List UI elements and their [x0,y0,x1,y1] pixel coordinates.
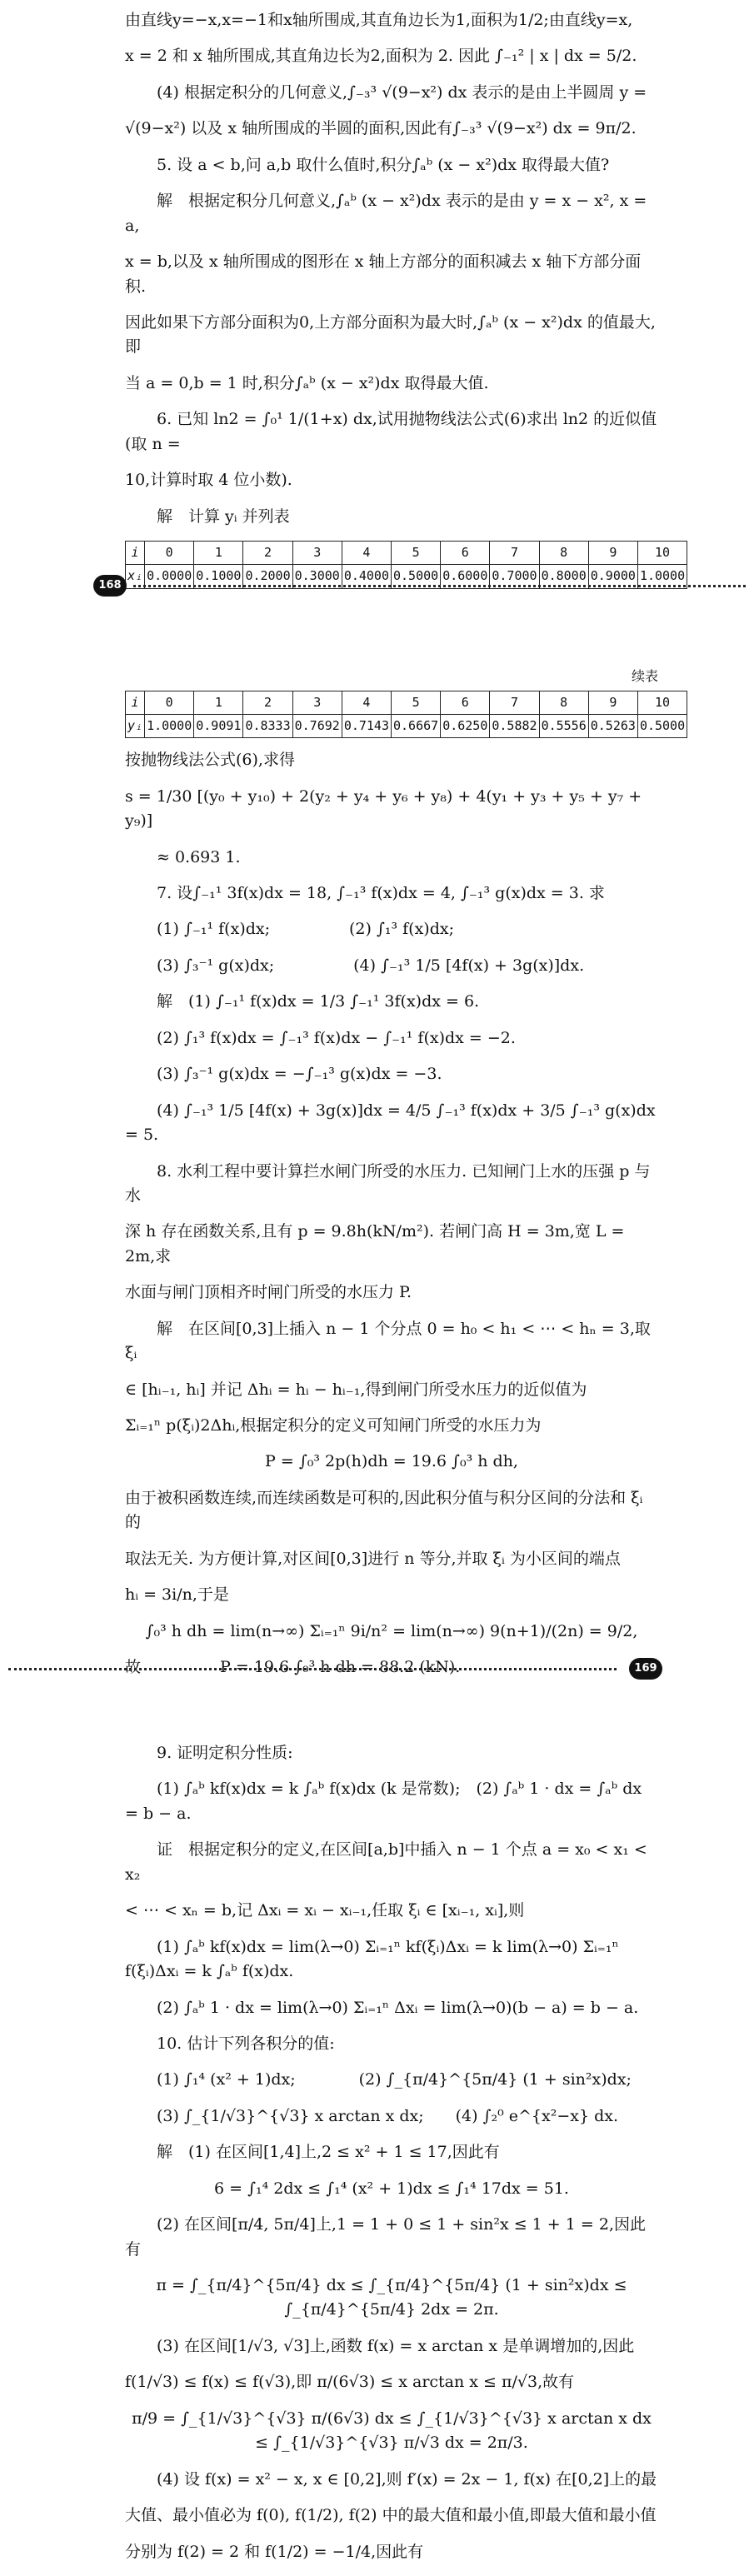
formula-line: ≈ 0.693 1. [157,847,241,866]
table-cell: 0.5263 [588,715,637,738]
solution-8: 解 在区间[0,3]上插入 n − 1 个分点 0 = h₀ < h₁ < ⋯ < hₙ = 3,取 ξᵢ [125,1319,651,1363]
table-cell: 5 [392,691,441,714]
yi-table [125,691,687,739]
table-cell: 0.5556 [539,715,588,738]
table-cell: 1 [194,691,243,714]
formula-line: ∫₀³ h dh = lim(n→∞) Σᵢ₌₁ⁿ 9i/n² = lim(n→∞) 9(n+1)/(2n) = 9/2, [145,1621,638,1640]
table-cell: 0.7143 [342,715,391,738]
table-cell: 2 [243,542,292,565]
text-line: (1) ∫₁⁴ (x² + 1)dx; (2) ∫_{π/4}^{5π/4} (1 + sin²x)dx; [157,2070,632,2089]
text-line: x = 2 和 x 轴所围成,其直角边长为2,面积为 2. 因此 ∫₋₁² | x | dx = 5/2. [125,47,637,66]
page-169-content [125,666,686,1692]
formula-line: π = ∫_{π/4}^{5π/4} dx ≤ ∫_{π/4}^{5π/4} (1 + sin²x)dx ≤ ∫_{π/4}^{5π/4} 2dx = 2π. [156,2276,627,2319]
table-cell: 0.6000 [441,565,490,588]
table-cell: 8 [539,691,588,714]
text-line: f(1/√3) ≤ f(x) ≤ f(√3),即 π/(6√3) ≤ x arctan x ≤ π/√3,故有 [125,2373,575,2392]
table-cell: 0.6250 [441,715,490,738]
formula-line: P = ∫₀³ 2p(h)dh = 19.6 ∫₀³ h dh, [265,1452,518,1471]
table-cell: 6 [441,691,490,714]
table-cell: 0.7000 [490,565,539,588]
table-cell: 3 [292,542,342,565]
page-number-badge: 169 [629,1658,662,1680]
text-line: 深 h 存在函数关系,且有 p = 9.8h(kN/m²). 若闸门高 H = 3m,宽 L = 2m,求 [125,1222,625,1266]
formula-line: 6 = ∫₁⁴ 2dx ≤ ∫₁⁴ (x² + 1)dx ≤ ∫₁⁴ 17dx = 51. [214,2179,569,2198]
table-row [126,542,687,565]
solution-7: 解 (1) ∫₋₁¹ f(x)dx = 1/3 ∫₋₁¹ 3f(x)dx = 6. [157,992,480,1011]
table-cell: i [126,542,145,565]
solution-5: 解 根据定积分几何意义,∫ₐᵇ (x − x²)dx 表示的是由 y = x − x², x = a, [125,192,647,235]
page-footer-168 [0,575,754,600]
table-cell: 6 [441,542,490,565]
table-cell: 0.8000 [539,565,588,588]
text-line: x = b,以及 x 轴所围成的图形在 x 轴上方部分的面积减去 x 轴下方部分面积. [125,252,642,296]
table-cell: 0.4000 [342,565,391,588]
question-5: 5. 设 a < b,问 a,b 取什么值时,积分∫ₐᵇ (x − x²)dx 取得最大值? [157,155,610,174]
text-line: 由直线y=−x,x=−1和x轴所围成,其直角边长为1,面积为1/2;由直线y=x, [125,11,633,29]
table-cell: 0.9091 [194,715,243,738]
question-10: 10. 估计下列各积分的值: [157,2034,335,2053]
page-168-content [125,8,686,589]
table-continued-label: 续表 [631,668,658,684]
table-cell: 0.2000 [243,565,292,588]
table-cell: 4 [342,691,391,714]
text-line: (4) 根据定积分的几何意义,∫₋₃³ √(9−x²) dx 表示的是由上半圆周 y = [157,82,647,102]
table-cell: 0.6667 [392,715,441,738]
formula-line: s = 1/30 [(y₀ + y₁₀) + 2(y₂ + y₄ + y₆ + y₈) + 4(y₁ + y₃ + y₅ + y₇ + y₉)] [125,786,642,831]
table-cell: 0.5000 [392,565,441,588]
solution-6: 解 计算 yᵢ 并列表 [157,507,290,526]
formula-line: π/9 = ∫_{1/√3}^{√3} π/(6√3) dx ≤ ∫_{1/√3}^{√3} x arctan x dx ≤ ∫_{1/√3}^{√3} π/√3 dx = 2π/3. [132,2409,652,2453]
text-line: Σᵢ₌₁ⁿ p(ξᵢ)2Δhᵢ,根据定积分的定义可知闸门所受的水压力为 [125,1416,542,1435]
table-cell: 0.3000 [292,565,342,588]
proof-9: 证 根据定积分的定义,在区间[a,b]中插入 n − 1 个点 a = x₀ < x₁ < x₂ [125,1840,647,1884]
text-line: 按抛物线法公式(6),求得 [125,751,295,770]
text-line: 10,计算时取 4 位小数). [125,471,292,490]
text-line: (3) 在区间[1/√3, √3]上,函数 f(x) = x arctan x 是单调增加的,因此 [157,2336,635,2355]
text-line: (3) ∫_{1/√3}^{√3} x arctan x dx; (4) ∫₂⁰ e^{x²−x} dx. [157,2106,619,2125]
text-line: 大值、最小值必为 f(0), f(1/2), f(2) 中的最大值和最小值,即最大值和最小值 [125,2506,657,2525]
question-6: 6. 已知 ln2 = ∫₀¹ 1/(1+x) dx,试用抛物线法公式(6)求出 ln2 的近似值(取 n = [125,410,657,453]
text-line: (3) ∫₃⁻¹ g(x)dx = −∫₋₁³ g(x)dx = −3. [157,1065,442,1084]
table-cell: 7 [490,691,539,714]
table-cell: 8 [539,542,588,565]
text-line: 取法无关. 为方便计算,对区间[0,3]进行 n 等分,并取 ξᵢ 为小区间的端点 [125,1549,621,1568]
text-line: 当 a = 0,b = 1 时,积分∫ₐᵇ (x − x²)dx 取得最大值. [125,373,489,392]
page-170-content [125,1741,658,2576]
text-line: (1) ∫₋₁¹ f(x)dx; (2) ∫₁³ f(x)dx; [157,920,454,939]
formula-line: 故 P = 19.6 ∫₀³ h dh = 88.2 (kN). [125,1658,461,1677]
table-cell: 0.5000 [637,715,687,738]
text-line: (3) ∫₃⁻¹ g(x)dx; (4) ∫₋₁³ 1/5 [4f(x) + 3g(x)]dx. [157,956,585,975]
formula-line: (1) ∫ₐᵇ kf(x)dx = lim(λ→0) Σᵢ₌₁ⁿ kf(ξᵢ)Δxᵢ = k lim(λ→0) Σᵢ₌₁ⁿ f(ξᵢ)Δxᵢ = k ∫ₐᵇ f(x)dx. [125,1937,619,1981]
text-line: 因此如果下方部分面积为0,上方部分面积为最大时,∫ₐᵇ (x − x²)dx 的值最大,即 [125,312,656,357]
text-line: (1) ∫ₐᵇ kf(x)dx = k ∫ₐᵇ f(x)dx (k 是常数); (2) ∫ₐᵇ 1 · dx = ∫ₐᵇ dx = b − a. [125,1780,642,1823]
table-cell: 5 [392,542,441,565]
solution-10: 解 (1) 在区间[1,4]上,2 ≤ x² + 1 ≤ 17,因此有 [157,2143,500,2162]
table-cell: 0 [145,691,194,714]
question-7: 7. 设∫₋₁¹ 3f(x)dx = 18, ∫₋₁³ f(x)dx = 4, ∫₋₁³ g(x)dx = 3. 求 [157,884,605,903]
text-line: < ⋯ < xₙ = b,记 Δxᵢ = xᵢ − xᵢ₋₁,任取 ξᵢ ∈ [xᵢ₋₁, xᵢ],则 [125,1901,525,1920]
text-line: 由于被积函数连续,而连续函数是可积的,因此积分值与积分区间的分法和 ξᵢ 的 [125,1488,643,1532]
table-cell: i [126,691,145,714]
text-line: √(9−x²) 以及 x 轴所围成的半圆的面积,因此有∫₋₃³ √(9−x²) dx = 9π/2. [125,119,637,138]
table-cell: 0.0000 [145,565,194,588]
table-cell: 2 [243,691,292,714]
table-cell: yᵢ [126,715,145,738]
table-cell: 0.9000 [588,565,637,588]
table-cell: 0.8333 [243,715,292,738]
formula-line: (2) ∫ₐᵇ 1 · dx = lim(λ→0) Σᵢ₌₁ⁿ Δxᵢ = lim(λ→0)(b − a) = b − a. [157,1998,639,2017]
table-cell: 0.1000 [194,565,243,588]
table-cell: 9 [588,691,637,714]
text-line: 分别为 f(2) = 2 和 f(1/2) = −1/4,因此有 [125,2542,424,2561]
table-cell: 10 [637,691,687,714]
text-line: (4) ∫₋₁³ 1/5 [4f(x) + 3g(x)]dx = 4/5 ∫₋₁³ f(x)dx + 3/5 ∫₋₁³ g(x)dx = 5. [125,1101,656,1145]
table-cell: 1 [194,542,243,565]
question-9: 9. 证明定积分性质: [157,1744,293,1762]
dotted-divider [8,1668,617,1670]
text-line: (2) 在区间[π/4, 5π/4]上,1 = 1 + 0 ≤ 1 + sin²x ≤ 1 + 1 = 2,因此有 [125,2215,646,2259]
table-cell: 0.5882 [490,715,539,738]
table-row [126,715,687,738]
table-cell: 0 [145,542,194,565]
table-row [126,691,687,714]
table-cell: 1.0000 [637,565,687,588]
table-cell: 4 [342,542,391,565]
text-line: hᵢ = 3i/n,于是 [125,1585,229,1605]
table-cell: 10 [637,542,687,565]
table-cell: xᵢ [126,565,145,588]
text-line: (4) 设 f(x) = x² − x, x ∈ [0,2],则 f′(x) = 2x − 1, f(x) 在[0,2]上的最 [157,2469,657,2489]
text-line: (2) ∫₁³ f(x)dx = ∫₋₁³ f(x)dx − ∫₋₁¹ f(x)dx = −2. [157,1028,516,1047]
dotted-divider [133,585,746,587]
question-8: 8. 水利工程中要计算拦水闸门所受的水压力. 已知闸门上水的压强 p 与水 [125,1161,651,1205]
page-number-badge: 168 [93,575,127,597]
table-cell: 1.0000 [145,715,194,738]
table-cell: 9 [588,542,637,565]
table-cell: 3 [292,691,342,714]
table-cell: 7 [490,542,539,565]
text-line: 水面与闸门顶相齐时闸门所受的水压力 P. [125,1283,412,1302]
text-line: ∈ [hᵢ₋₁, hᵢ] 并记 Δhᵢ = hᵢ − hᵢ₋₁,得到闸门所受水压力的近似值为 [125,1380,587,1399]
page-footer-169 [0,1658,754,1683]
table-cell: 0.7692 [292,715,342,738]
